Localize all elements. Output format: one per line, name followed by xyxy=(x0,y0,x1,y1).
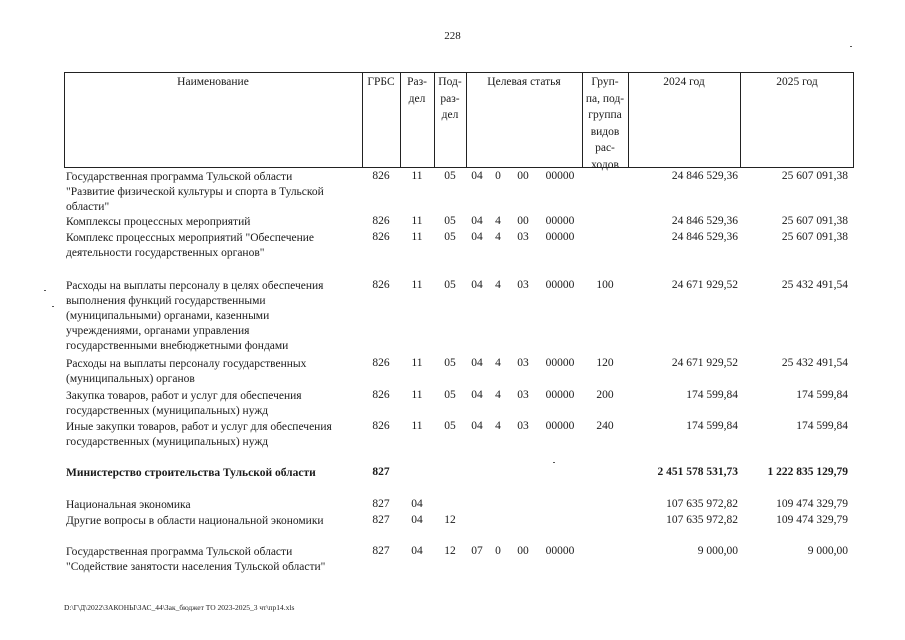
row-name xyxy=(66,498,358,513)
cell-c4: 00000 xyxy=(545,279,575,291)
header-group-line: ходов xyxy=(591,158,619,171)
cell-2025: 25 607 091,38 xyxy=(781,170,848,182)
row-name-line: Государственная программа Тульской области xyxy=(66,546,293,558)
row-name-line: деятельности государственных органов" xyxy=(66,247,265,259)
row-name-line: выполнения функций государственными xyxy=(66,295,266,307)
cell-vr: 240 xyxy=(596,420,614,432)
cell-c2: 4 xyxy=(495,215,501,227)
cell-c4: 00000 xyxy=(545,389,575,401)
cell-2025: 174 599,84 xyxy=(796,420,848,432)
row-name-line: "Содействие занятости населения Тульской области" xyxy=(66,561,326,573)
cell-2024: 24 846 529,36 xyxy=(671,170,738,182)
row-name-line: Иные закупки товаров, работ и услуг для обеспечения xyxy=(66,421,332,433)
cell-2024: 174 599,84 xyxy=(686,389,738,401)
cell-c1: 04 xyxy=(471,279,483,291)
cell-2024: 24 671 929,52 xyxy=(671,357,738,369)
cell-c3: 03 xyxy=(517,279,529,291)
cell-c2: 4 xyxy=(495,420,501,432)
scan-speck xyxy=(44,290,46,291)
cell-2024: 2 451 578 531,73 xyxy=(657,466,738,478)
header-name: Наименование xyxy=(177,76,249,88)
cell-grbs: 826 xyxy=(372,279,390,291)
cell-2025: 25 432 491,54 xyxy=(781,279,848,291)
scan-speck xyxy=(850,46,852,47)
header-podrazdel-line: раз- xyxy=(440,92,460,105)
cell-pr: 12 xyxy=(444,514,456,526)
cell-c1: 04 xyxy=(471,170,483,182)
header-razdel xyxy=(400,74,434,107)
header-group xyxy=(582,74,628,173)
cell-grbs: 827 xyxy=(372,466,390,478)
header-grbs: ГРБС xyxy=(367,76,395,88)
header-group-line: па, под- xyxy=(585,92,625,105)
row-name-line: Комплекс процессных мероприятий "Обеспечение xyxy=(66,232,315,244)
cell-pr: 12 xyxy=(444,545,456,557)
cell-c4: 00000 xyxy=(545,215,575,227)
row-name xyxy=(66,545,358,575)
cell-c2: 4 xyxy=(495,357,501,369)
cell-pr: 05 xyxy=(444,170,456,182)
cell-c1: 04 xyxy=(471,231,483,243)
cell-2025: 9 000,00 xyxy=(807,545,848,557)
row-name xyxy=(66,514,358,529)
row-name xyxy=(66,215,358,230)
row-name-line: Расходы на выплаты персоналу государственных xyxy=(66,358,307,370)
cell-rz: 11 xyxy=(411,215,423,227)
cell-rz: 11 xyxy=(411,279,423,291)
cell-c4: 00000 xyxy=(545,357,575,369)
row-name xyxy=(66,357,358,387)
cell-grbs: 827 xyxy=(372,514,390,526)
cell-rz: 11 xyxy=(411,231,423,243)
header-razdel-line: Раз- xyxy=(407,76,427,88)
cell-grbs: 827 xyxy=(372,498,390,510)
cell-rz: 11 xyxy=(411,420,423,432)
header-razdel-line: дел xyxy=(408,92,426,105)
cell-2024: 9 000,00 xyxy=(697,545,738,557)
cell-c3: 00 xyxy=(517,545,529,557)
cell-c4: 00000 xyxy=(545,420,575,432)
cell-rz: 11 xyxy=(411,389,423,401)
cell-rz: 04 xyxy=(411,498,423,510)
header-podrazdel-line: дел xyxy=(441,109,459,121)
cell-2025: 174 599,84 xyxy=(796,389,848,401)
cell-pr: 05 xyxy=(444,279,456,291)
row-name xyxy=(66,389,358,419)
row-name-line: (муниципальных) органов xyxy=(66,373,195,385)
row-name-line: Министерство строительства Тульской области xyxy=(66,467,316,479)
row-name-line: Комплексы процессных мероприятий xyxy=(66,216,251,228)
row-name xyxy=(66,231,358,261)
row-name-line: Расходы на выплаты персоналу в целях обеспечения xyxy=(66,280,324,292)
cell-grbs: 826 xyxy=(372,215,390,227)
cell-2024: 24 671 929,52 xyxy=(671,279,738,291)
cell-pr: 05 xyxy=(444,420,456,432)
header-group-line: видов xyxy=(590,125,620,138)
cell-2025: 25 607 091,38 xyxy=(781,215,848,227)
cell-2025: 109 474 329,79 xyxy=(776,514,848,526)
cell-2025: 1 222 835 129,79 xyxy=(767,466,848,478)
cell-c1: 04 xyxy=(471,357,483,369)
cell-c1: 04 xyxy=(471,420,483,432)
cell-c2: 0 xyxy=(495,170,501,182)
cell-c2: 4 xyxy=(495,231,501,243)
row-name-line: учреждениями, органами управления xyxy=(66,325,250,337)
cell-rz: 11 xyxy=(411,170,423,182)
header-podrazdel-line: Под- xyxy=(438,76,462,88)
header-target: Целевая статья xyxy=(487,76,561,88)
row-name xyxy=(66,466,358,481)
header-2024: 2024 год xyxy=(663,76,705,88)
header-2025: 2025 год xyxy=(776,76,818,88)
row-name xyxy=(66,420,358,450)
cell-c2: 0 xyxy=(495,545,501,557)
cell-2024: 107 635 972,82 xyxy=(666,514,738,526)
cell-pr: 05 xyxy=(444,357,456,369)
cell-c3: 03 xyxy=(517,420,529,432)
row-name-line: Национальная экономика xyxy=(66,499,191,511)
cell-c3: 03 xyxy=(517,231,529,243)
cell-c4: 00000 xyxy=(545,231,575,243)
cell-pr: 05 xyxy=(444,389,456,401)
cell-c3: 03 xyxy=(517,357,529,369)
cell-rz: 04 xyxy=(411,545,423,557)
cell-c2: 4 xyxy=(495,279,501,291)
cell-2025: 25 607 091,38 xyxy=(781,231,848,243)
cell-grbs: 826 xyxy=(372,231,390,243)
cell-c4: 00000 xyxy=(545,545,575,557)
scan-speck xyxy=(52,306,54,307)
header-group-line: Груп- xyxy=(591,76,619,88)
row-name-line: Государственная программа Тульской области xyxy=(66,171,293,183)
cell-c3: 00 xyxy=(517,170,529,182)
cell-c4: 00000 xyxy=(545,170,575,182)
cell-grbs: 826 xyxy=(372,420,390,432)
cell-2025: 25 432 491,54 xyxy=(781,357,848,369)
cell-c3: 00 xyxy=(517,215,529,227)
row-name-line: государственных (муниципальных) нужд xyxy=(66,436,269,448)
row-name-line: Другие вопросы в области национальной экономики xyxy=(66,515,324,527)
row-name-line: государственными внебюджетными фондами xyxy=(66,340,289,352)
row-name xyxy=(66,279,358,354)
cell-vr: 100 xyxy=(596,279,614,291)
cell-2024: 107 635 972,82 xyxy=(666,498,738,510)
cell-c1: 04 xyxy=(471,215,483,227)
row-name xyxy=(66,170,358,215)
row-name-line: области" xyxy=(66,201,110,213)
cell-2025: 109 474 329,79 xyxy=(776,498,848,510)
cell-vr: 200 xyxy=(596,389,614,401)
scan-speck xyxy=(553,462,555,463)
row-name-line: Закупка товаров, работ и услуг для обеспечения xyxy=(66,390,302,402)
header-group-line: рас- xyxy=(595,142,615,154)
row-name-line: (муниципальными) органами, казенными xyxy=(66,310,270,322)
page-number: 228 xyxy=(444,30,461,42)
cell-vr: 120 xyxy=(596,357,614,369)
cell-pr: 05 xyxy=(444,215,456,227)
cell-2024: 24 846 529,36 xyxy=(671,231,738,243)
row-name-line: государственных (муниципальных) нужд xyxy=(66,405,269,417)
cell-rz: 11 xyxy=(411,357,423,369)
cell-c2: 4 xyxy=(495,389,501,401)
cell-2024: 24 846 529,36 xyxy=(671,215,738,227)
cell-c3: 03 xyxy=(517,389,529,401)
cell-grbs: 826 xyxy=(372,357,390,369)
cell-rz: 04 xyxy=(411,514,423,526)
cell-c1: 07 xyxy=(471,545,483,557)
cell-pr: 05 xyxy=(444,231,456,243)
header-group-line: группа xyxy=(588,109,622,121)
header-podrazdel xyxy=(434,74,466,124)
file-path-footer: D:\Г\Д\2022\ЗАКОНЫ\ЗАС_44\Зак_бюджет ТО 2023-2025_3 чт\пр14.xls xyxy=(64,603,295,612)
cell-c1: 04 xyxy=(471,389,483,401)
cell-grbs: 826 xyxy=(372,170,390,182)
cell-grbs: 826 xyxy=(372,389,390,401)
row-name-line: "Развитие физической культуры и спорта в Тульской xyxy=(66,186,324,198)
cell-grbs: 827 xyxy=(372,545,390,557)
cell-2024: 174 599,84 xyxy=(686,420,738,432)
